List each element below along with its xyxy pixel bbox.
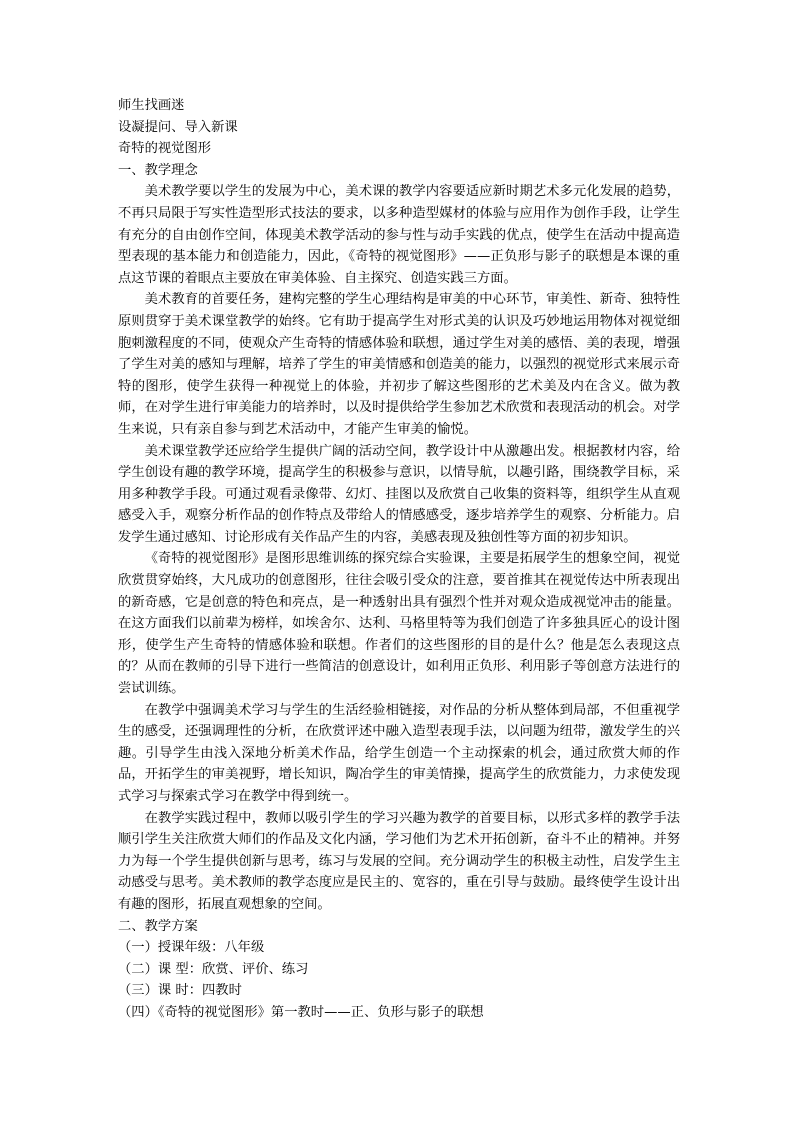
lesson-title: 奇特的视觉图形	[118, 141, 212, 157]
paragraph-6: 在教学实践过程中，教师以吸引学生的学习兴趣为教学的首要目标，以形式多样的教学手法顺引学生关注欣赏大师们的作品及文化内涵，学习他们为艺术开拓创新，奋斗不止的精神。并努力为每一个学生提供创新与思考，练习与发展的空间。充分调动学生的积极主动性，启发学生主动感受与思考。美术教师的教学态度应是民主的、宽容的，重在引导与鼓励。最终使学生设计出有趣的图形，拓展直观想象的空间。	[118, 810, 680, 912]
section-heading-plan: 二、教学方案	[118, 918, 198, 934]
paragraph-2: 美术教育的首要任务，建构完整的学生心理结构是审美的中心环节，审美性、新奇、独特性原则贯穿于美术课堂教学的始终。它有助于提高学生对形式美的认识及巧妙地运用物体对视觉细胞刺激程度的不同，使观众产生奇特的情感体验和联想，通过学生对美的感悟、美的表现，增强了学生对美的感知与理解，培养了学生的审美情感和创造美的能力，以强烈的视觉形式来展示奇特的图形，使学生获得一种视觉上的体验，并初步了解这些图形的艺术美及内在含义。做为教师，在对学生进行审美能力的培养时，以及时提供给学生参加艺术欣赏和表现活动的机会。对学生来说，只有亲自参与到艺术活动中，才能产生审美的愉悦。	[118, 292, 680, 437]
plan-item-hours: （三）课 时：四教时	[118, 983, 242, 999]
paragraph-1: 美术教学要以学生的发展为中心，美术课的教学内容要适应新时期艺术多元化发展的趋势，不再只局限于写实性造型形式技法的要求，以多种造型媒材的体验与应用作为创作手段，让学生有充分的自由创作空间，体现美术教学活动的参与性与动手实践的优点，使学生在活动中提高造型表现的基本能力和创造能力，因此，《奇特的视觉图形》——正负形与影子的联想是本课的重点这节课的着眼点主要放在审美体验、自主探究、创造实践三方面。	[118, 184, 680, 286]
paragraph-4: 《奇特的视觉图形》是图形思维训练的探究综合实验课，主要是拓展学生的想象空间，视觉欣赏贯穿始终，大凡成功的创意图形，往往会吸引受众的注意，要首推其在视觉传达中所表现出的新奇感，它是创意的特色和亮点，是一种透射出具有强烈个性并对观众造成视觉冲击的能量。在这方面我们以前辈为榜样，如埃舍尔、达利、马格里特等为我们创造了许多独具匠心的设计图形，使学生产生奇特的情感体验和联想。作者们的这些图形的目的是什么？他是怎么表现这点的？从而在教师的引导下进行一些简洁的创意设计，如利用正负形、利用影子等创意方法进行的尝试训练。	[118, 551, 680, 697]
subtitle-line: 设凝提问、导入新课	[118, 119, 238, 135]
section-heading-philosophy: 一、教学理念	[118, 162, 198, 178]
plan-item-grade: （一）授课年级：八年级	[118, 940, 265, 956]
document-page	[118, 95, 680, 1024]
plan-item-first-lesson: （四）《奇特的视觉图形》第一教时——正、负形与影子的联想	[118, 1004, 484, 1020]
paragraph-5: 在教学中强调美术学习与学生的生活经验相链接，对作品的分析从整体到局部，不但重视学生的感受，还强调理性的分析，在欣赏评述中融入造型表现手法，以问题为纽带，激发学生的兴趣。引导学生由浅入深地分析美术作品，给学生创造一个主动探索的机会，通过欣赏大师的作品，开拓学生的审美视野，增长知识，陶冶学生的审美情操，提高学生的欣赏能力，力求使发现式学习与探索式学习在教学中得到统一。	[118, 702, 680, 804]
title-line: 师生找画迷	[118, 98, 185, 113]
plan-item-type: （二）课 型：欣赏、评价、练习	[118, 961, 309, 977]
paragraph-3: 美术课堂教学还应给学生提供广阔的活动空间，教学设计中从激趣出发。根据教材内容，给学生创设有趣的教学环境，提高学生的积极参与意识，以情导航，以趣引路，围绕教学目标，采用多种教学手段。可通过观看录像带、幻灯、挂图以及欣赏自己收集的资料等，组织学生从直观感受入手，观察分析作品的创作特点及带给人的情感感受，逐步培养学生的观察、分析能力。启发学生通过感知、讨论形成有关作品产生的内容，美感表现及独创性等方面的初步知识。	[118, 443, 680, 545]
